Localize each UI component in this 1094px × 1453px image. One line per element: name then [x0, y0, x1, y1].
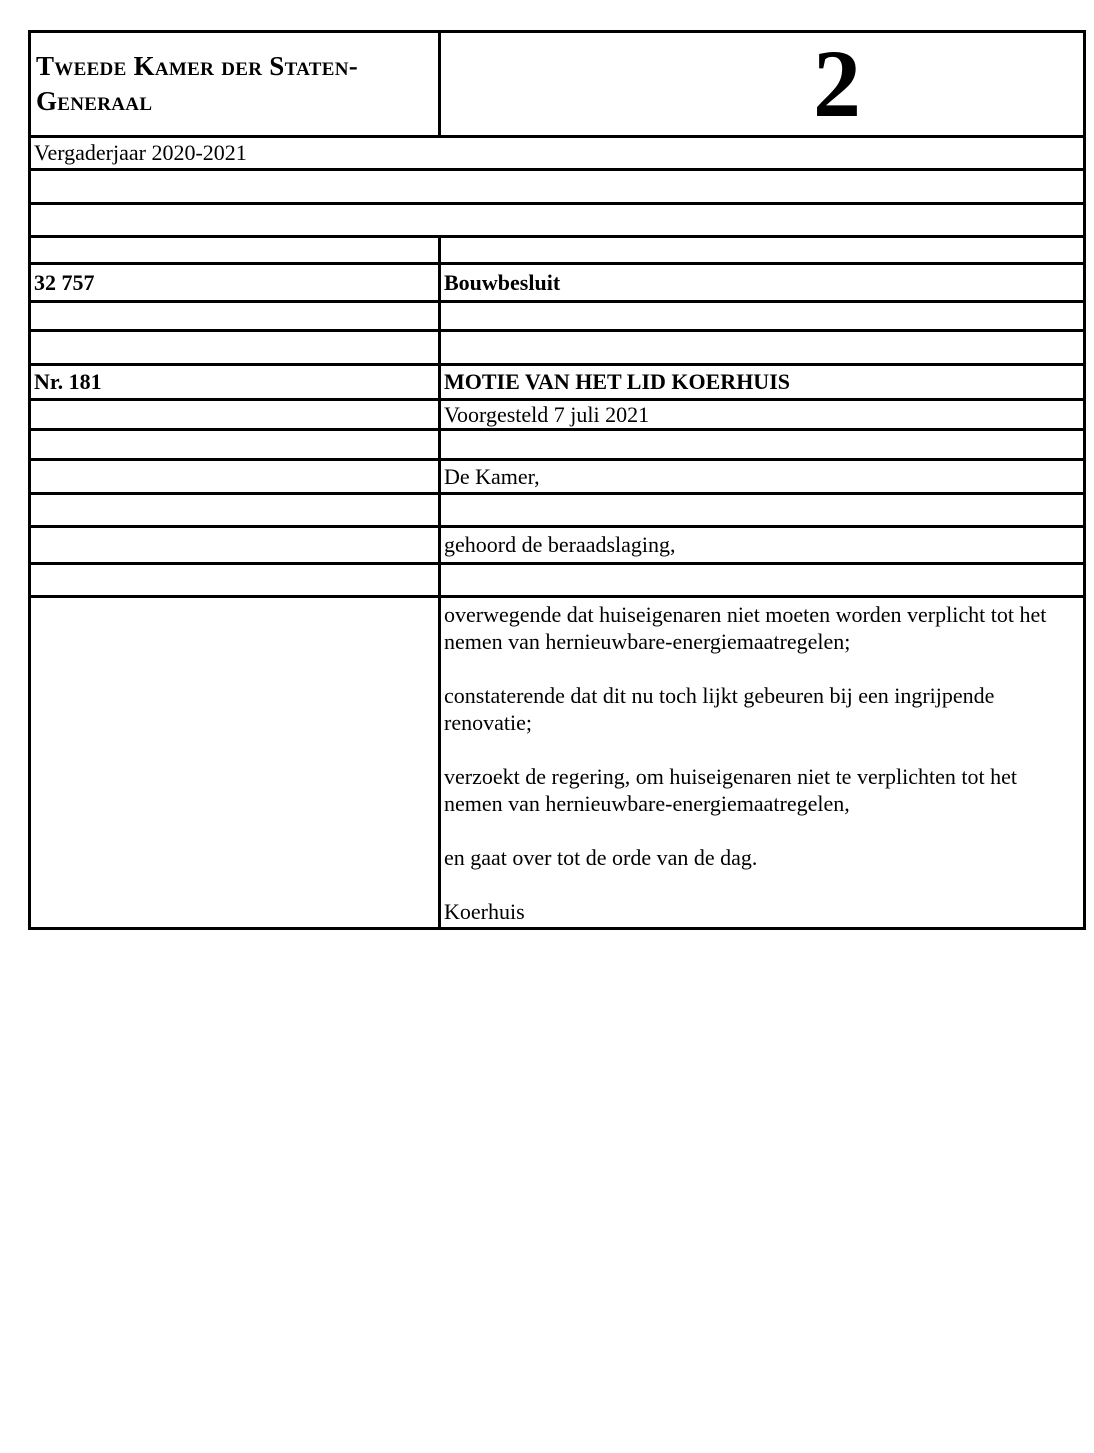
spacer-row: [30, 170, 1085, 204]
proposed-date: Voorgesteld 7 juli 2021: [440, 400, 1085, 430]
header-row: [30, 32, 1085, 137]
opening-row: [30, 460, 1085, 494]
spacer-row: [30, 237, 1085, 264]
organization-title: Tweede Kamer der Staten-Generaal: [36, 51, 359, 116]
dossier-number: 32 757: [30, 264, 440, 302]
session-year-row: [30, 137, 1085, 170]
motion-paragraph: constaterende dat dit nu toch lijkt gebeuren bij een ingrijpende renovatie;: [444, 682, 995, 735]
spacer-cell: [30, 170, 1085, 204]
spacer-row: [30, 430, 1085, 460]
spacer-cell: [30, 494, 440, 527]
spacer-cell: [30, 460, 440, 494]
spacer-cell: [30, 564, 440, 597]
motion-document-table: [28, 30, 1086, 930]
spacer-cell: [30, 597, 440, 929]
spacer-cell: [30, 204, 1085, 237]
motion-paragraph: verzoekt de regering, om huiseigenaren niet te verplichten tot het nemen van hernieuwbare-energiemaatregelen,: [444, 763, 1017, 816]
dossier-row: [30, 264, 1085, 302]
motion-body-cell: [440, 597, 1085, 929]
document-title: MOTIE VAN HET LID KOERHUIS: [440, 365, 1085, 400]
dossier-title: Bouwbesluit: [440, 264, 1085, 302]
session-year-cell: Vergaderjaar 2020-2021: [30, 137, 1085, 170]
spacer-row: [30, 204, 1085, 237]
document-number-row: [30, 365, 1085, 400]
spacer-row: [30, 494, 1085, 527]
spacer-cell: [440, 237, 1085, 264]
spacer-cell: [30, 302, 440, 331]
header-page-number-cell: [440, 32, 1085, 137]
document-number: Nr. 181: [30, 365, 440, 400]
spacer-cell: [440, 430, 1085, 460]
spacer-cell: [30, 400, 440, 430]
spacer-row: [30, 564, 1085, 597]
motion-signatory: Koerhuis: [444, 898, 525, 924]
motion-body-row: [30, 597, 1085, 929]
page-number: 2: [813, 31, 861, 137]
spacer-cell: [30, 430, 440, 460]
spacer-row: [30, 302, 1085, 331]
header-organization-cell: [30, 32, 440, 137]
spacer-cell: [30, 237, 440, 264]
motion-paragraph: overwegende dat huiseigenaren niet moeten worden verplicht tot het nemen van hernieuwbare-energiemaatregelen;: [444, 601, 1047, 654]
motion-deliberation: gehoord de beraadslaging,: [440, 527, 1085, 564]
spacer-cell: [440, 331, 1085, 365]
spacer-cell: [440, 564, 1085, 597]
motion-opening: De Kamer,: [440, 460, 1085, 494]
deliberation-row: [30, 527, 1085, 564]
proposed-date-row: [30, 400, 1085, 430]
spacer-cell: [30, 527, 440, 564]
spacer-cell: [440, 494, 1085, 527]
spacer-cell: [440, 302, 1085, 331]
motion-paragraph: en gaat over tot de orde van de dag.: [444, 844, 758, 870]
spacer-cell: [30, 331, 440, 365]
spacer-row: [30, 331, 1085, 365]
